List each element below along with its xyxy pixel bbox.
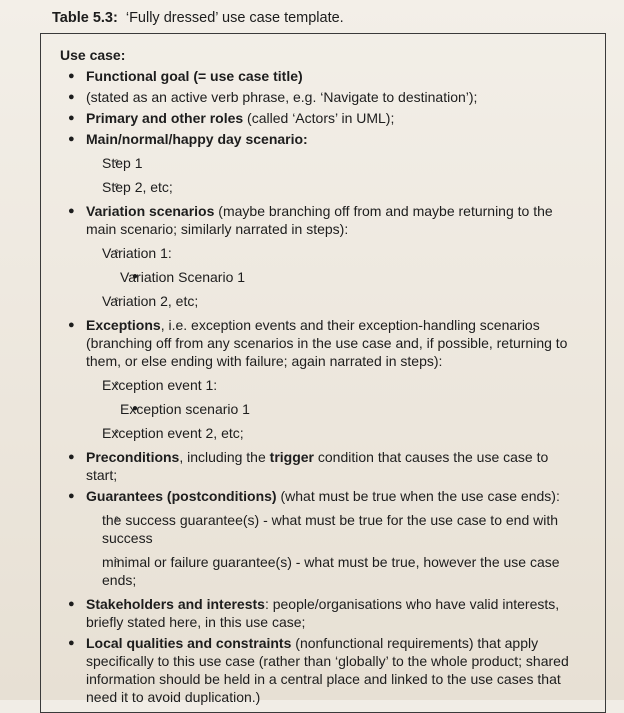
minimal-guarantee: ◦ minimal or failure guarantee(s) - what must be true, however the use case ends; [86,553,582,589]
exception-event-2: ◦ Exception event 2, etc; [86,424,582,442]
roles-text: (called ‘Actors’ in UML); [243,110,395,126]
local-label: Local qualities and constraints [86,635,292,651]
preconditions-text: condition that causes the use case to start; [86,449,549,483]
exceptions-text: , i.e. exception events and their exception-handling scenarios (branching off from any scenarios in the use case and, if possible, returning to them, or else ending with failure; again narrated in steps): [86,317,568,369]
main-scenario-label: Main/normal/happy day scenario: [86,131,308,147]
step-1: ◦ Step 1 [86,154,582,172]
table-caption [52,10,344,26]
success-guarantee: ◦ the success guarantee(s) - what must be true for the use case to end with success [86,511,582,547]
table-label: Table 5.3: [52,10,118,26]
preconditions-mid: , including the [179,449,270,465]
variation-label: Variation scenarios [86,203,215,219]
main-scenario-steps [86,154,582,196]
item-stated: ● (stated as an active verb phrase, e.g. ‘Navigate to destination’); [60,88,582,106]
template-content [60,46,582,709]
stakeholders-label: Stakeholders and interests [86,596,265,612]
exceptions-list [86,376,582,442]
item-guarantees [60,487,582,589]
guarantees-list [86,511,582,589]
variation-2: ◦ Variation 2, etc; [86,292,582,310]
preconditions-label: Preconditions [86,449,180,465]
template-list [60,67,582,706]
item-exceptions [60,316,582,442]
local-text: (nonfunctional requirements) that apply specifically to this use case (rather than ‘globally’ to the whole product; shared information should be held in a central place and linked to the use cases that need it to avoid duplication.) [86,635,569,705]
use-case-heading: Use case: [60,47,126,63]
variation-1: ◦ Variation 1: [86,244,582,262]
item-preconditions [60,448,582,484]
variation-text: (maybe branching off from and maybe returning to the main scenario; similarly narrated in steps): [86,203,553,237]
item-roles [60,109,582,127]
exceptions-label: Exceptions [86,317,161,333]
item-variation [60,202,582,310]
exception-event-1: ◦ Exception event 1: [86,376,582,394]
variation-list [86,244,582,310]
roles-label: Primary and other roles [86,110,244,126]
exception-scenario-1: ● Exception scenario 1 [86,400,582,418]
variation-scenario-1: ● Variation Scenario 1 [86,268,582,286]
guarantees-label: Guarantees (postconditions) [86,488,277,504]
item-stakeholders [60,595,582,631]
item-local-qualities [60,634,582,706]
item-functional-goal: ● Functional goal (= use case title) [60,67,582,85]
stakeholders-text: : people/organisations who have valid interests, briefly stated here, in this use case; [86,596,560,630]
guarantees-text: (what must be true when the use case ends): [276,488,560,504]
table-title: ‘Fully dressed’ use case template. [125,10,344,26]
step-2: ◦ Step 2, etc; [86,178,582,196]
item-main-scenario [60,130,582,196]
trigger-label: trigger [269,449,314,465]
